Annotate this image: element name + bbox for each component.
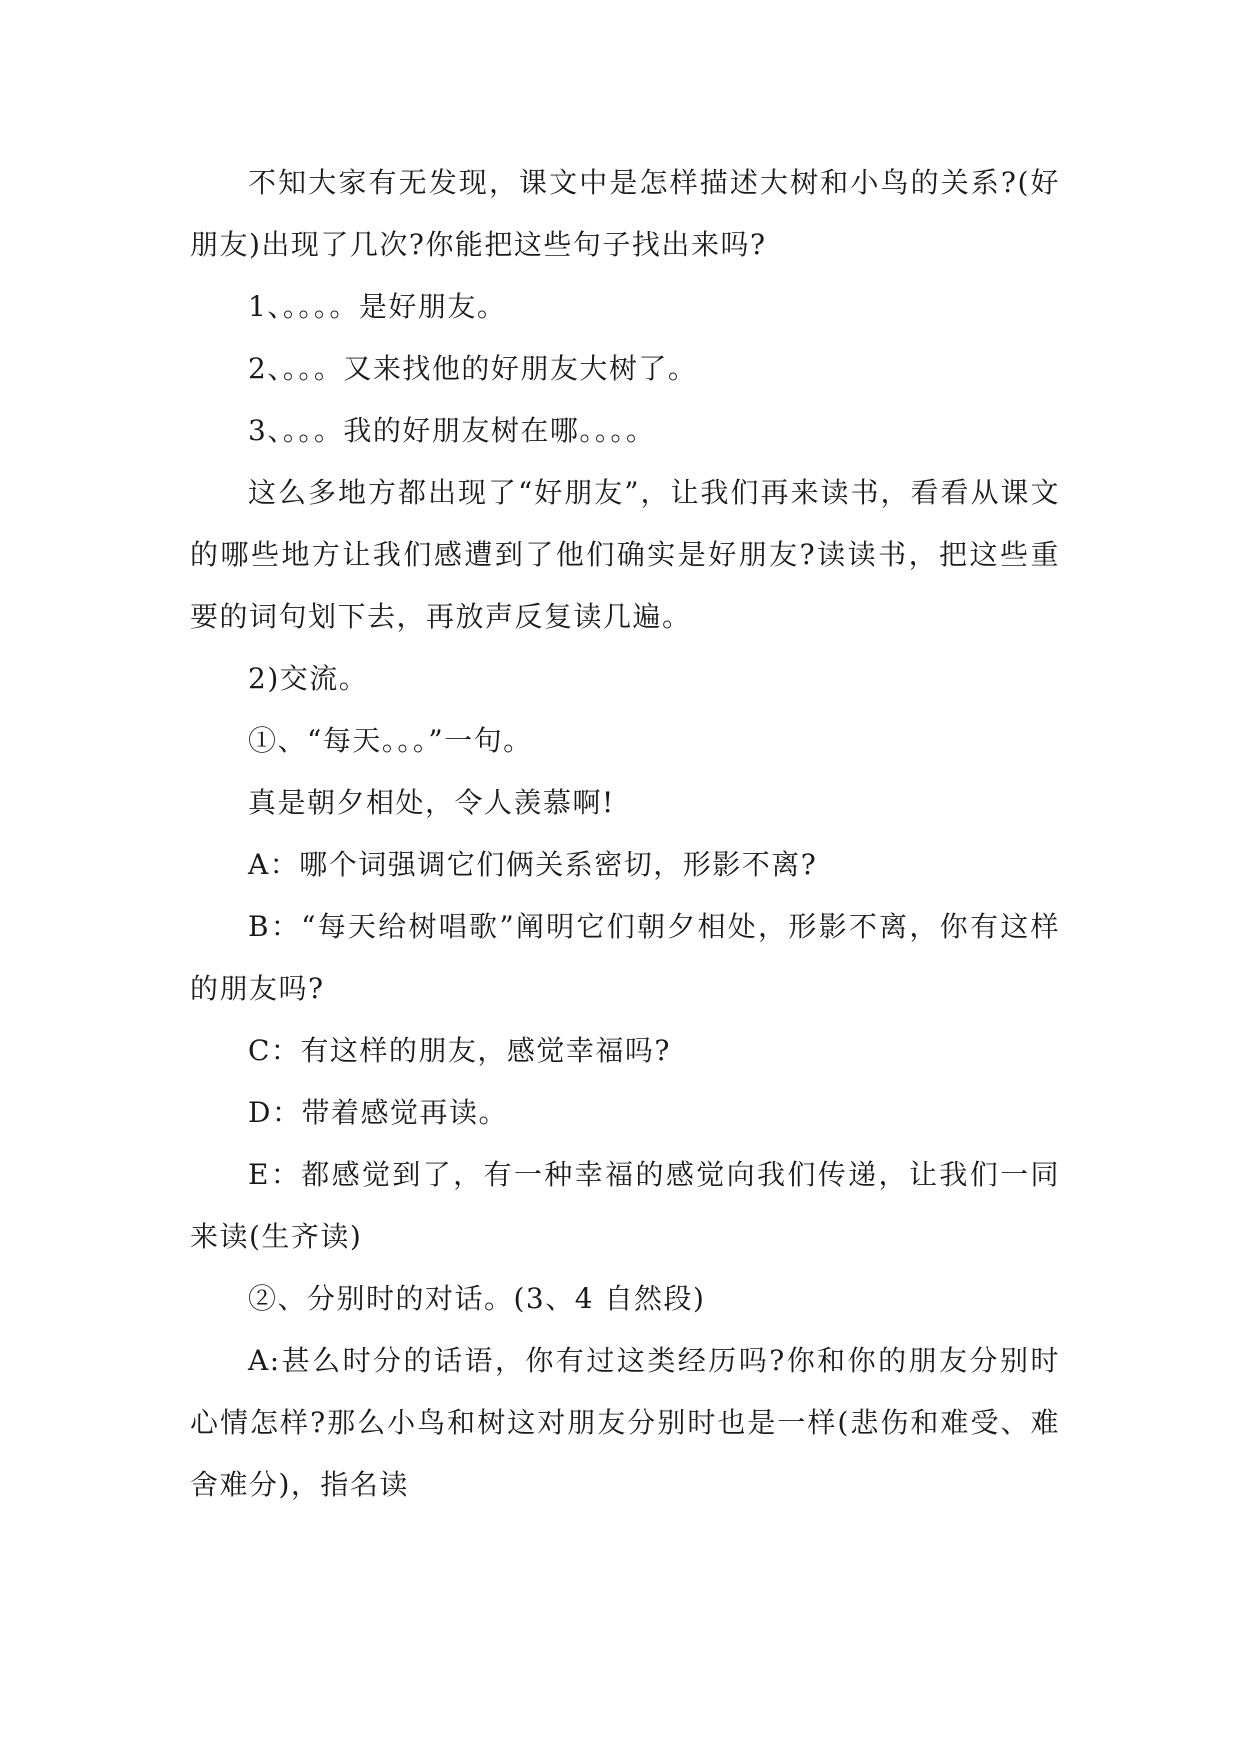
paragraph-item-d: D：带着感觉再读。 — [248, 1096, 508, 1129]
paragraph-comment: 真是朝夕相处，令人羡慕啊! — [248, 786, 615, 819]
paragraph-sentence-1: 1、。。。。是好朋友。 — [248, 290, 507, 323]
paragraph-item-e: E：都感觉到了，有一种幸福的感觉向我们传递，让我们一同来读(生齐读) — [190, 1158, 1060, 1253]
paragraph-section-exchange: 2)交流。 — [248, 662, 369, 695]
paragraph-item-c: C：有这样的朋友，感觉幸福吗? — [248, 1034, 671, 1067]
document-body — [190, 152, 1060, 1516]
paragraph-item-a: A：哪个词强调它们俩关系密切，形影不离? — [248, 848, 818, 881]
paragraph-sentence-3: 3、。。。我的好朋友树在哪。。。。 — [248, 414, 656, 447]
paragraph-item-b: B：“每天给树唱歌”阐明它们朝夕相处，形影不离，你有这样的朋友吗? — [190, 910, 1060, 1005]
paragraph-intro-question: 不知大家有无发现，课文中是怎样描述大树和小鸟的关系?(好朋友)出现了几次?你能把这些句子找出来吗? — [190, 166, 1060, 261]
paragraph-reading-instruction: 这么多地方都出现了“好朋友”，让我们再来读书，看看从课文的哪些地方让我们感遭到了他们确实是好朋友?读读书，把这些重要的词句划下去，再放声反复读几遍。 — [190, 476, 1060, 633]
paragraph-point-2: ②、分别时的对话。(3、4 自然段) — [248, 1282, 706, 1315]
paragraph-point-1: ①、“每天。。。”一句。 — [248, 724, 533, 757]
paragraph-item-a-2: A:甚么时分的话语，你有过这类经历吗?你和你的朋友分别时心情怎样?那么小鸟和树这对朋友分别时也是一样(悲伤和难受、难舍难分)，指名读 — [190, 1344, 1060, 1501]
paragraph-sentence-2: 2、。。。又来找他的好朋友大树了。 — [248, 352, 698, 385]
